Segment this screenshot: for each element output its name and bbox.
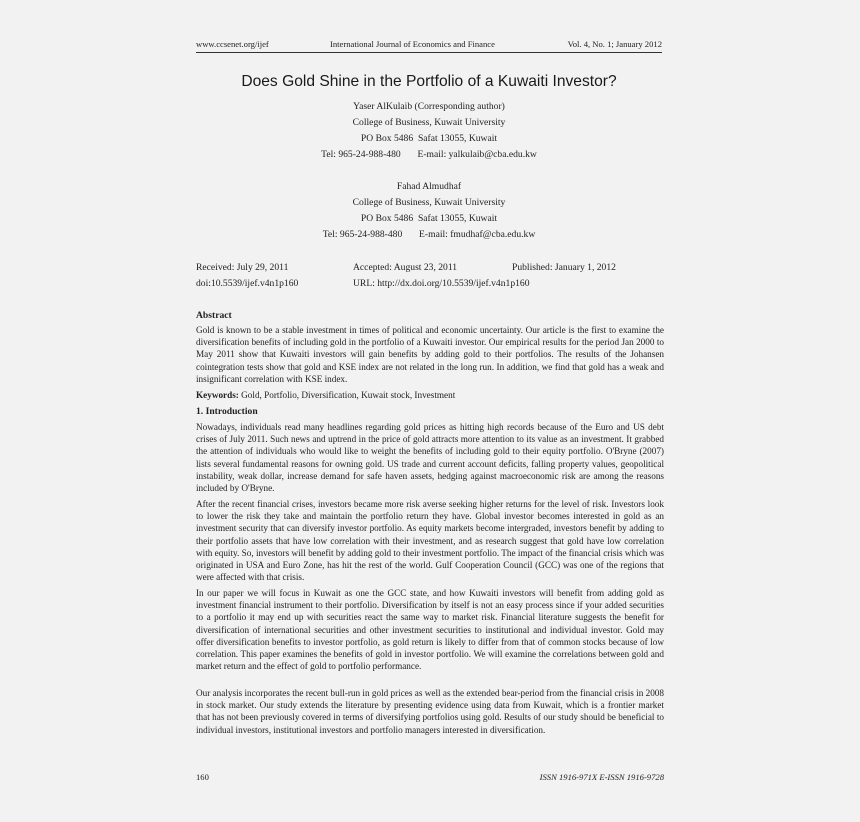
doi: doi:10.5539/ijef.v4n1p160 (196, 278, 299, 289)
author-address: PO Box 5486 Safat 13055, Kuwait (360, 213, 498, 224)
author-contact: Tel: 965-24-988-480 E-mail: yalkulaib@cba.edu.kw (321, 149, 537, 160)
body-paragraph: Our analysis incorporates the recent bull-run in gold prices as well as the extended bear-period from the financial crisis in 2008 in stock market. Our study extends the literature by presenting evidence using data from Kuwait, which is a frontier market that has not been previously covered in terms of diversifying portfolios using gold. Results of our study should be beneficial to individual investors, institutional investors and portfolio managers interested in diversification. (196, 688, 664, 735)
keywords-label: Keywords: (196, 390, 239, 400)
author-contact: Tel: 965-24-988-480 E-mail: fmudhaf@cba.edu.kw (322, 229, 536, 240)
keywords (196, 390, 662, 400)
abstract-heading: Abstract (196, 310, 232, 321)
header-website: www.ccsenet.org/ijef (196, 39, 269, 49)
author-address: PO Box 5486 Safat 13055, Kuwait (360, 133, 498, 144)
author-affiliation: College of Business, Kuwait University (352, 117, 506, 128)
header-journal: International Journal of Economics and Finance (330, 39, 495, 49)
section-heading: 1. Introduction (196, 406, 258, 417)
received-date: Received: July 29, 2011 (196, 262, 289, 273)
published-date: Published: January 1, 2012 (512, 262, 616, 273)
paper-title: Does Gold Shine in the Portfolio of a Kuwaiti Investor? (241, 73, 617, 90)
author-name: Yaser AlKulaib (Corresponding author) (353, 101, 505, 112)
running-header (196, 39, 662, 53)
author-block-2 (196, 179, 662, 243)
doi-url[interactable]: URL: http://dx.doi.org/10.5539/ijef.v4n1p160 (353, 278, 530, 289)
keywords-text: Gold, Portfolio, Diversification, Kuwait stock, Investment (241, 390, 456, 400)
issn-footer: ISSN 1916-971X E-ISSN 1916-9728 (539, 772, 664, 782)
header-issue: Vol. 4, No. 1; January 2012 (567, 39, 662, 49)
author-block-1 (196, 99, 662, 163)
body-paragraph: After the recent financial crises, investors became more risk averse seeking higher returns for the level of risk. Investors look to lower the risk they take and maintain the portfolio return they have. Global investor becomes interested in gold as an investment security that can diversify investor portfolio. As equity markets become intergraded, investors benefit by adding to their portfolio assets that have low correlation with their investment, and as research suggest that gold have low correlation with equity. So, investors will benefit by adding gold to their investment portfolio. The impact of the financial crisis which was originated in USA and Euro Zone, has hit the rest of the world. Gulf Cooperation Council (GCC) was one of the regions that were affected with that crisis. (196, 499, 664, 583)
abstract-text: Gold is known to be a stable investment in times of political and economic uncertainty. Our article is the first to examine the diversification benefits of including gold in the portfolio of a Kuwaiti investor. Our empirical results for the period Jan 2000 to May 2011 show that Kuwaiti investors will gain benefits by adding gold to their portfolios. The results of the Johansen cointegration tests show that gold and KSE index are not related in the long run. In addition, we find that gold has a weak and insignificant correlation with KSE index. (196, 325, 664, 384)
author-name: Fahad Almudhaf (396, 181, 462, 192)
page-number: 160 (196, 772, 209, 782)
accepted-date: Accepted: August 23, 2011 (353, 262, 458, 273)
body-paragraph: Nowadays, individuals read many headlines regarding gold prices as hitting high records because of the Euro and US debt crises of July 2011. Such news and uptrend in the price of gold attracts more attention to its value as an investment. It grabbed the attention of individuals who would like to weight the benefits of including gold to their equity portfolio. O'Bryne (2007) lists several fundamental reasons for owning gold. US trade and current account deficits, falling property values, geopolitical instability, weak dollar, increase demand for safe haven assets, hedging against macroeconomic risk are among the reasons included by O'Bryne. (196, 422, 664, 494)
body-paragraph: In our paper we will focus in Kuwait as one the GCC state, and how Kuwaiti investors will benefit from adding gold as investment financial instrument to their portfolio. Diversification by itself is not an easy process since if your added securities to a portfolio it may end up with securities react the same way to market risk. Financial literature suggests the benefit for diversification of international securities and other investment securities to institutional and individual investor. Gold may offer diversification benefits to investor portfolio, as gold return is likely to differ from that of common stocks because of low correlation. This paper examines the benefits of gold in investor portfolio. We will examine the correlations between gold and market return and the effect of gold to portfolio performance. (196, 588, 664, 672)
author-affiliation: College of Business, Kuwait University (352, 197, 506, 208)
